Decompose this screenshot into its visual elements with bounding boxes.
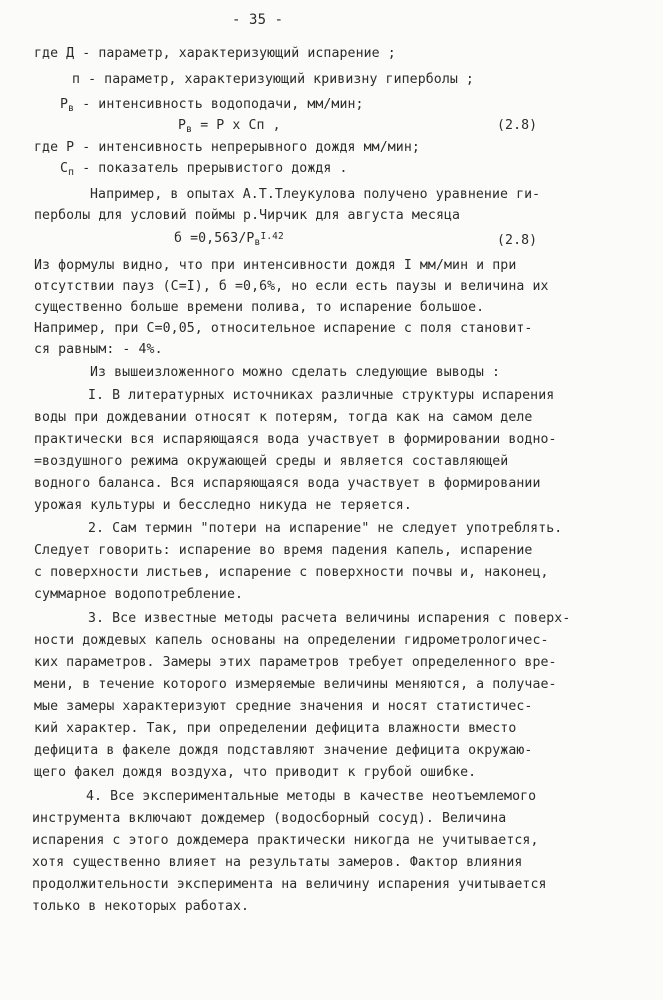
symbol-c: С bbox=[60, 161, 69, 176]
text-line: урожая культуры и бесследно никуда не теряется. bbox=[34, 498, 412, 513]
text-line: перболы для условий поймы р.Чирчик для августа месяца bbox=[34, 208, 461, 223]
text-line: отсутствии пауз (С=I), б =0,6%, но если есть паузы и величина их bbox=[34, 279, 549, 294]
text-line: Из вышеизложенного можно сделать следующие выводы : bbox=[90, 365, 501, 380]
equation-number: (2.8) bbox=[497, 118, 538, 133]
formula-line bbox=[174, 231, 284, 248]
text-line: Например, при С=0,05, относительное испарение с поля становит- bbox=[34, 321, 533, 336]
equation-number: (2.8) bbox=[497, 233, 538, 248]
formula-text: б =0,563/Р bbox=[174, 231, 255, 246]
text-line: мени, в течение которого измеряемые величины меняются, а получае- bbox=[34, 677, 557, 692]
text-line: =воздушного режима окружающей среды и является составляющей bbox=[34, 454, 509, 469]
text-line: где Р - интенсивность непрерывного дождя мм/мин; bbox=[34, 140, 420, 155]
text-line: ся равным: - 4%. bbox=[34, 342, 163, 357]
text-line: кий характер. Так, при определении дефицита влажности вместо bbox=[34, 721, 517, 736]
text-line: Например, в опытах А.Т.Тлеукулова получено уравнение ги- bbox=[90, 187, 541, 202]
text-line: суммарное водопотребление. bbox=[34, 587, 244, 602]
exponent: I.42 bbox=[260, 231, 284, 242]
text-line: дефицита в факеле дождя подставляют значение дефицита окружаю- bbox=[34, 743, 533, 758]
text-line: водного баланса. Вся испаряющаяся вода участвует в формировании bbox=[34, 476, 541, 491]
symbol-p: Р bbox=[178, 118, 187, 133]
text-line: только в некоторых работах. bbox=[32, 899, 250, 914]
text-line bbox=[60, 161, 348, 178]
text-line: существенно больше времени полива, то испарение большое. bbox=[34, 300, 485, 315]
text-line: щего факел дождя воздуха, что приводит к грубой ошибке. bbox=[34, 765, 477, 780]
text-line: п - параметр, характеризующий кривизну гиперболы ; bbox=[72, 72, 474, 87]
subscript: в bbox=[254, 237, 261, 248]
text-line: ности дождевых капель основаны на определении гидрометрологичес- bbox=[34, 633, 549, 648]
text-line: практически вся испаряющаяся вода участвует в формировании водно- bbox=[34, 432, 557, 447]
subscript: в bbox=[68, 103, 75, 114]
text-line: где Д - параметр, характеризующий испарение ; bbox=[34, 46, 396, 61]
subscript: в bbox=[186, 124, 193, 135]
text-line: хотя существенно влияет на результаты замеров. Фактор влияния bbox=[32, 855, 523, 870]
formula-text: = Р х Сп , bbox=[192, 118, 281, 133]
text-line: испарения с этого дождемера практически никогда не учитывается, bbox=[32, 833, 539, 848]
text-line: инструмента включают дождемер (водосборный сосуд). Величина bbox=[32, 811, 507, 826]
text-line: продолжительности эксперимента на величину испарения учитывается bbox=[32, 877, 547, 892]
text-line: мые замеры характеризуют средние значения и носят статистичес- bbox=[34, 699, 533, 714]
definition-text: - интенсивность водоподачи, мм/мин; bbox=[74, 97, 364, 112]
definition-text: - показатель прерывистого дождя . bbox=[74, 161, 348, 176]
text-line: с поверхности листьев, испарение с поверхности почвы и, наконец, bbox=[34, 565, 549, 580]
text-line: ких параметров. Замеры этих параметров требует определенного вре- bbox=[34, 655, 557, 670]
text-line: Следует говорить: испарение во время падения капель, испарение bbox=[34, 543, 533, 558]
text-line: 4. Все экспериментальные методы в качестве неотъемлемого bbox=[86, 789, 537, 804]
text-line bbox=[60, 97, 364, 114]
formula-line bbox=[178, 118, 281, 135]
text-line: воды при дождевании относят к потерям, тогда как на самом деле bbox=[34, 410, 533, 425]
symbol-p: Р bbox=[60, 97, 69, 112]
text-line: Из формулы видно, что при интенсивности дождя I мм/мин и при bbox=[34, 258, 517, 273]
text-line: 3. Все известные методы расчета величины испарения с поверх- bbox=[88, 611, 571, 626]
subscript: п bbox=[68, 167, 75, 178]
page-number: - 35 - bbox=[232, 12, 284, 28]
text-line: 2. Сам термин "потери на испарение" не следует употреблять. bbox=[88, 521, 563, 536]
text-line: I. В литературных источниках различные структуры испарения bbox=[88, 388, 555, 403]
